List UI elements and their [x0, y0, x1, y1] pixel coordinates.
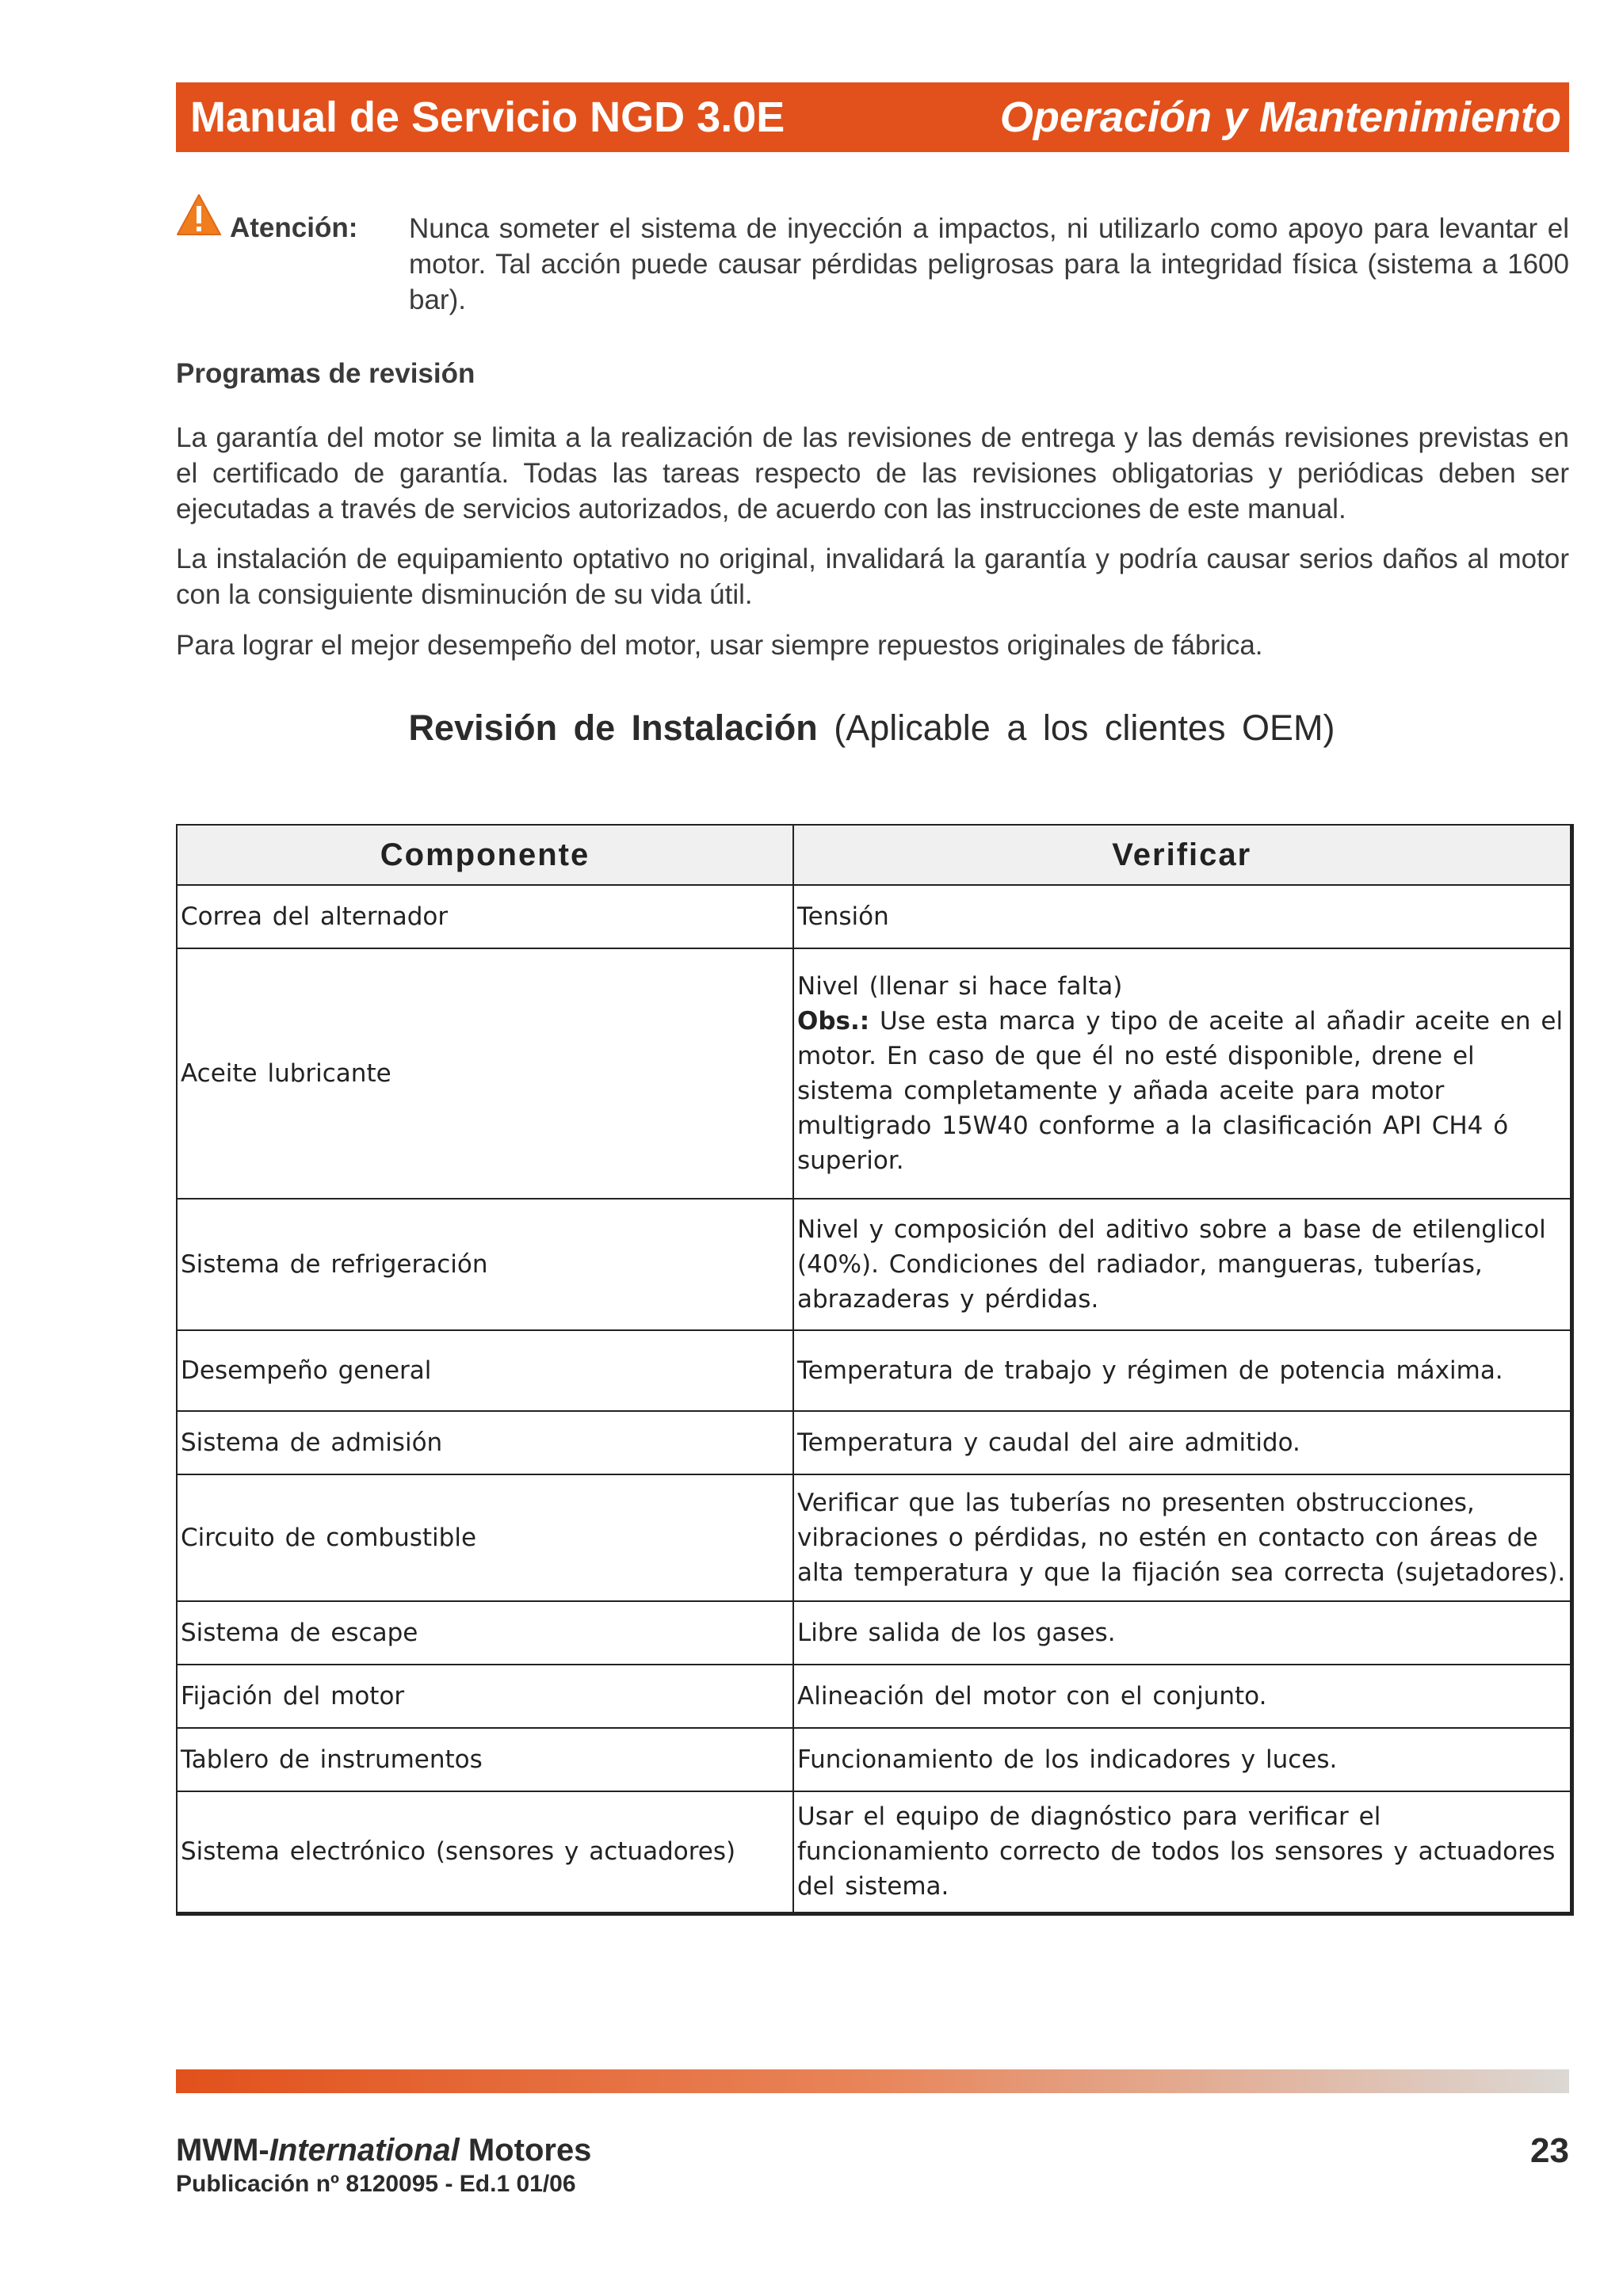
footer-gradient-bar — [176, 2069, 1569, 2093]
verify-cell: Tensión — [793, 885, 1571, 948]
table-title-rest: (Aplicable a los clientes OEM) — [834, 707, 1335, 748]
header-bar — [176, 82, 1569, 152]
column-header-verify: Verificar — [793, 825, 1571, 885]
table-row — [177, 1199, 1571, 1330]
paragraph: La garantía del motor se limita a la realización de las revisiones de entrega y las demás revisiones previstas en el certificado de garantía. Todas las tareas respecto de las revisiones obligatorias y periódicas deben ser ejecutadas a través de servicios autorizados, de acuerdo con las instrucciones de este manual. — [176, 422, 1569, 524]
verify-obs-text: Use esta marca y tipo de aceite al añadir aceite en el motor. En caso de que él no esté disponible, drene el sistema completamente y añada aceite para motor multigrado 15W40 conforme a la clasificación API CH4 ó superior. — [797, 1007, 1564, 1175]
verify-cell: Funcionamiento de los indicadores y luces. — [793, 1728, 1571, 1791]
section-heading: Programas de revisión — [176, 358, 475, 389]
component-cell: Desempeño general — [177, 1330, 793, 1411]
table-row — [177, 885, 1571, 948]
table-title — [0, 707, 1623, 749]
table-row — [177, 1330, 1571, 1411]
component-cell: Sistema de escape — [177, 1601, 793, 1665]
verify-cell — [793, 948, 1571, 1199]
brand-prefix: MWM- — [176, 2133, 269, 2168]
component-cell: Correa del alternador — [177, 885, 793, 948]
paragraph: La instalación de equipamiento optativo no original, invalidará la garantía y podría causar serios daños al motor con la consiguiente disminución de su vida útil. — [176, 543, 1569, 610]
component-cell: Fijación del motor — [177, 1665, 793, 1728]
verify-cell: Verificar que las tuberías no presenten obstrucciones, vibraciones o pérdidas, no estén en contacto con áreas de alta temperatura y que la fijación sea correcta (sujetadores). — [793, 1474, 1571, 1601]
table-row — [177, 1728, 1571, 1791]
revision-table — [176, 824, 1574, 1916]
component-cell: Aceite lubricante — [177, 948, 793, 1199]
component-cell: Circuito de combustible — [177, 1474, 793, 1601]
verify-cell: Temperatura y caudal del aire admitido. — [793, 1411, 1571, 1474]
warning-text: Nunca someter el sistema de inyección a impactos, ni utilizarlo como apoyo para levantar el motor. Tal acción puede causar pérdidas peligrosas para la integridad física (sistema a 1600 bar). — [409, 213, 1569, 315]
warning-label: Atención: — [230, 212, 358, 243]
paragraph: Para lograr el mejor desempeño del motor, usar siempre repuestos originales de fábrica. — [176, 630, 1263, 661]
brand-suffix: Motores — [459, 2133, 592, 2168]
verify-line: Nivel (llenar si hace falta) — [797, 972, 1123, 1001]
verify-cell: Nivel y composición del aditivo sobre a base de etilenglicol (40%). Condiciones del radiador, mangueras, tuberías, abrazaderas y pérdidas. — [793, 1199, 1571, 1330]
footer-brand — [176, 2133, 591, 2168]
table-title-bold: Revisión de Instalación — [408, 707, 818, 748]
verify-cell: Alineación del motor con el conjunto. — [793, 1665, 1571, 1728]
page-number: 23 — [1530, 2131, 1569, 2170]
verify-cell: Libre salida de los gases. — [793, 1601, 1571, 1665]
table-row — [177, 1601, 1571, 1665]
publication-info: Publicación nº 8120095 - Ed.1 01/06 — [176, 2171, 576, 2197]
component-cell: Sistema de admisión — [177, 1411, 793, 1474]
obs-label: Obs.: — [797, 1007, 870, 1035]
table-row — [177, 1791, 1571, 1913]
table-row — [177, 948, 1571, 1199]
table-row — [177, 1411, 1571, 1474]
column-header-component: Componente — [177, 825, 793, 885]
component-cell: Sistema de refrigeración — [177, 1199, 793, 1330]
manual-title: Manual de Servicio NGD 3.0E — [190, 93, 785, 141]
table-row — [177, 1665, 1571, 1728]
warning-triangle-icon — [176, 193, 222, 236]
brand-italic: International — [269, 2133, 460, 2168]
section-title: Operación y Mantenimiento — [999, 93, 1561, 141]
component-cell: Tablero de instrumentos — [177, 1728, 793, 1791]
table-header-row — [177, 825, 1571, 885]
verify-cell: Usar el equipo de diagnóstico para verificar el funcionamiento correcto de todos los sensores y actuadores del sistema. — [793, 1791, 1571, 1913]
verify-cell: Temperatura de trabajo y régimen de potencia máxima. — [793, 1330, 1571, 1411]
table-row — [177, 1474, 1571, 1601]
component-cell: Sistema electrónico (sensores y actuadores) — [177, 1791, 793, 1913]
